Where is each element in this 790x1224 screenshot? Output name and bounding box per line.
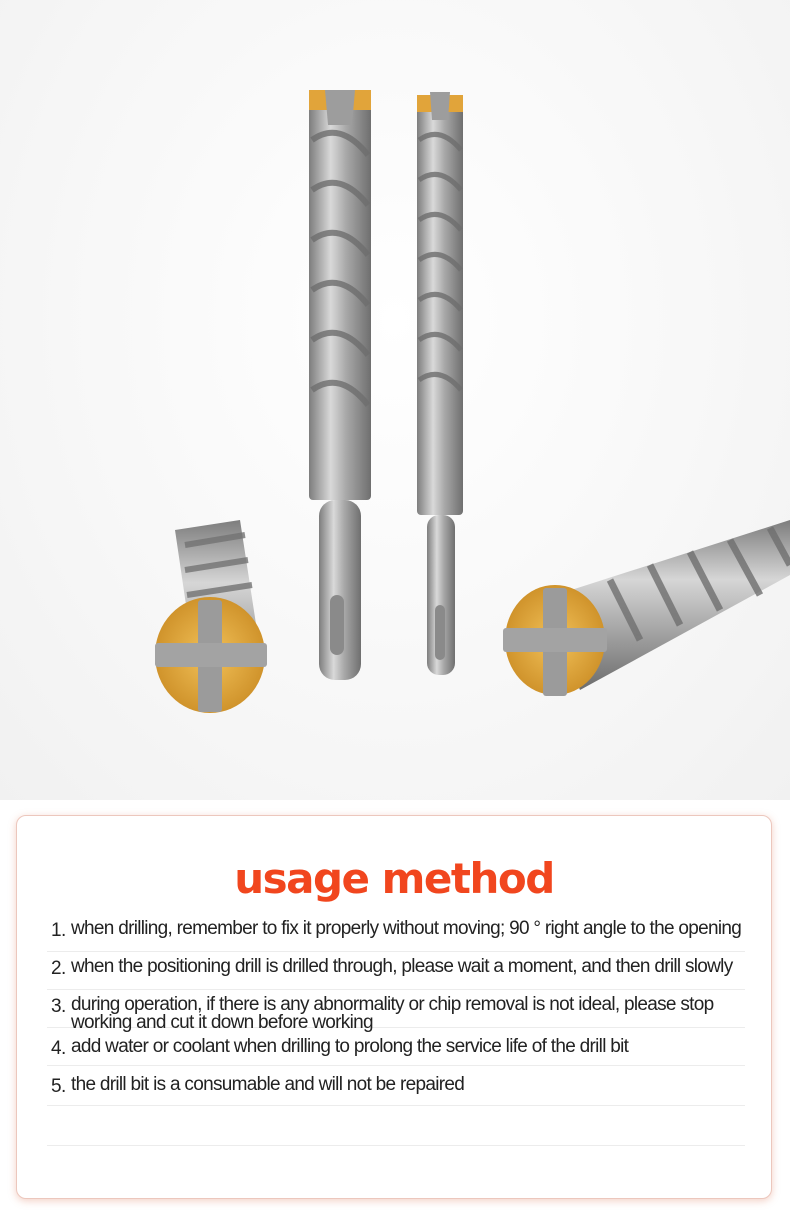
item-number: 1. [51, 920, 66, 941]
drill-bit-small [417, 92, 463, 675]
list-item [47, 1066, 745, 1106]
list-item [47, 952, 745, 990]
item-text: add water or coolant when drilling to prolong the service life of the drill bit [71, 1036, 629, 1057]
item-number: 2. [51, 958, 66, 979]
usage-method-list [47, 914, 745, 1146]
list-item [47, 914, 745, 952]
list-item [47, 1028, 745, 1066]
usage-method-card [16, 815, 772, 1199]
item-text: the drill bit is a consumable and will not be repaired [71, 1074, 465, 1095]
item-number: 5. [51, 1076, 66, 1097]
item-text: when drilling, remember to fix it properly without moving; 90 ° right angle to the opening [71, 918, 742, 939]
list-item [47, 990, 745, 1033]
item-text: during operation, if there is any abnormality or chip removal is not ideal, please stop working and cut it down before working [71, 994, 714, 1033]
item-text: when the positioning drill is drilled through, please wait a moment, and then drill slowly [71, 956, 733, 977]
drill-bit-large [309, 90, 371, 680]
usage-method-title: usage method [234, 854, 554, 903]
item-number: 4. [51, 1038, 66, 1059]
list-item-empty [47, 1106, 745, 1146]
drill-bit-tip-right [503, 520, 790, 696]
drill-bit-tip-left [155, 520, 267, 713]
item-number: 3. [51, 996, 66, 1017]
